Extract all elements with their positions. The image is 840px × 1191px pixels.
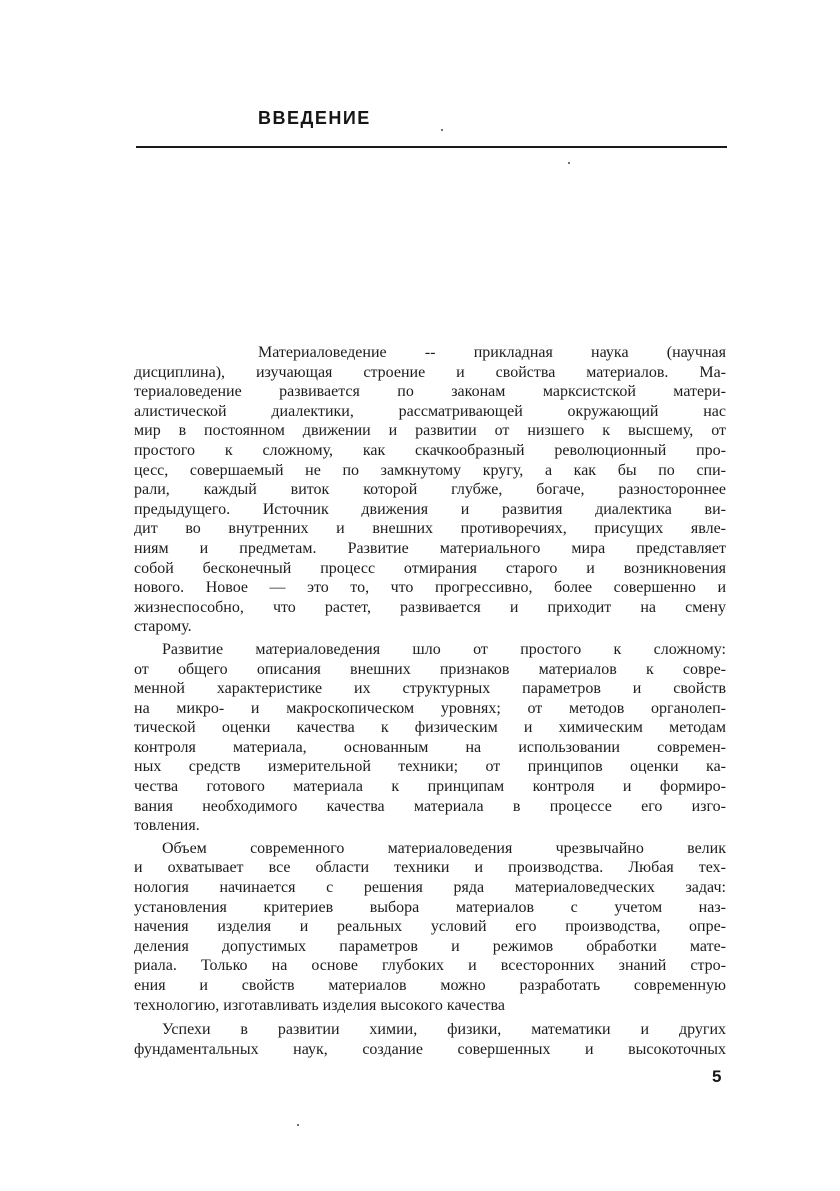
title-divider xyxy=(136,146,727,148)
body-text xyxy=(134,344,726,1060)
text-line: цесс, совершаемый не по замкнутому кругу, а как бы по спи- xyxy=(134,461,726,479)
text-line: товления. xyxy=(134,817,200,835)
text-line: жизнеспособно, что растет, развивается и приходит на смену xyxy=(134,598,726,616)
text-line: ниям и предметам. Развитие материального мира представляет xyxy=(134,539,726,557)
text-line: Объем современного материаловедения чрезвычайно велик xyxy=(162,839,726,857)
paragraph-2 xyxy=(134,641,726,837)
paragraph-1 xyxy=(134,344,726,638)
page-title: ВВЕДЕНИЕ xyxy=(258,108,371,128)
text-line: вания необходимого качества материала в процессе его изго- xyxy=(134,797,726,815)
paragraph-3 xyxy=(134,840,726,1016)
text-line: Материаловедение -- прикладная наука (научная xyxy=(258,344,726,361)
print-speck xyxy=(297,1124,299,1126)
text-line: нология начинается с решения ряда материаловедческих задач: xyxy=(134,879,726,897)
text-line: деления допустимых параметров и режимов обработки мате- xyxy=(134,937,726,955)
text-line: ения и свойств материалов можно разработать современную xyxy=(134,977,726,994)
paragraph-4 xyxy=(134,1021,726,1060)
text-line: дисциплина), изучающая строение и свойства материалов. Ма- xyxy=(134,363,726,381)
text-line: контроля материала, основанным на использовании современ- xyxy=(134,738,726,756)
text-line: Успехи в развитии химии, физики, математики и других xyxy=(162,1021,726,1039)
text-line: начения изделия и реальных условий его производства, опре- xyxy=(134,918,726,936)
text-line: технологию, изготавливать изделия высокого качества xyxy=(134,996,505,1014)
text-line: Развитие материаловедения шло от простого к сложному: xyxy=(162,640,726,658)
text-line: риала. Только на основе глубоких и всесторонних знаний стро- xyxy=(134,957,726,975)
text-line: дит во внутренних и внешних противоречиях, присущих явле- xyxy=(134,520,726,538)
text-line: от общего описания внешних признаков материалов к совре- xyxy=(134,660,726,678)
page-number: 5 xyxy=(712,1067,722,1086)
text-line: на микро- и макроскопическом уровнях; от методов органолеп- xyxy=(134,699,726,717)
text-line: чества готового материала к принципам контроля и формиро- xyxy=(134,778,726,796)
text-line: простого к сложному, как скачкообразный революционный про- xyxy=(134,441,726,459)
print-speck xyxy=(568,162,570,164)
text-line: установления критериев выбора материалов с учетом наз- xyxy=(134,898,726,916)
text-line: и охватывает все области техники и производства. Любая тех- xyxy=(134,859,726,877)
text-line: нового. Новое — это то, что прогрессивно, более совершенно и xyxy=(134,579,726,597)
print-speck xyxy=(441,129,443,131)
text-line: алистической диалектики, рассматривающей окружающий нас xyxy=(134,402,726,420)
text-line: предыдущего. Источник движения и развития диалектика ви- xyxy=(134,500,726,518)
text-line: тической оценки качества к физическим и химическим методам xyxy=(134,719,726,737)
text-line: рали, каждый виток которой глубже, богаче, разностороннее xyxy=(134,481,726,499)
text-line: старому. xyxy=(134,618,192,636)
text-line: мир в постоянном движении и развитии от низшего к высшему, от xyxy=(134,422,726,440)
text-line: менной характеристике их структурных параметров и свойств xyxy=(134,680,726,698)
text-line: собой бесконечный процесс отмирания старого и возникновения xyxy=(134,559,726,577)
text-line: териаловедение развивается по законам марксистской матери- xyxy=(134,383,726,401)
text-line: ных средств измерительной техники; от принципов оценки ка- xyxy=(134,758,726,776)
text-line: фундаментальных наук, создание совершенных и высокоточных xyxy=(134,1040,726,1058)
